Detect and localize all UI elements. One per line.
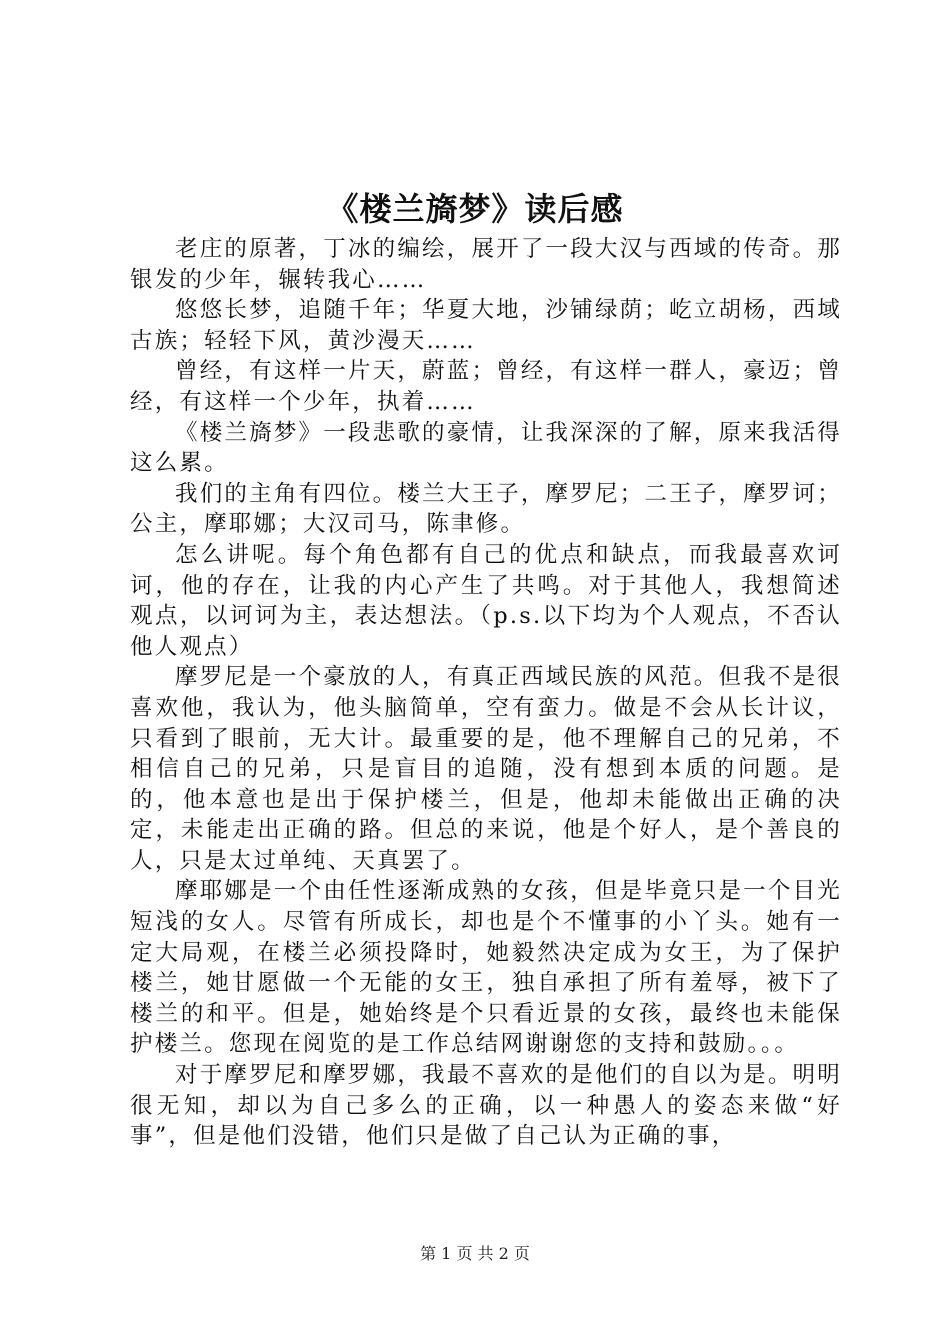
paragraph: 《楼兰旖梦》一段悲歌的豪情，让我深深的了解，原来我活得这么累。 [130,419,842,477]
document-title: 《楼兰旖梦》读后感 [326,190,624,228]
paragraph: 对于摩罗尼和摩罗娜，我最不喜欢的是他们的自以为是。明明很无知，却以为自己多么的正确，以一种愚人的姿态来做“好事”，但是他们没错，他们只是做了自己认为正确的事， [130,1062,842,1150]
paragraph: 怎么讲呢。每个角色都有自己的优点和缺点，而我最喜欢诃诃，他的存在，让我的内心产生了共鸣。对于其他人，我想简述观点，以诃诃为主，表达想法。（p.s.以下均为个人观点，不否认他人观点） [130,541,842,660]
paragraph: 曾经，有这样一片天，蔚蓝；曾经，有这样一群人，豪迈；曾经，有这样一个少年，执着…… [130,358,842,415]
paragraph: 老庄的原著，丁冰的编绘，展开了一段大汉与西域的传奇。那银发的少年，辗转我心…… [130,236,842,293]
paragraph: 摩耶娜是一个由任性逐渐成熟的女孩，但是毕竟只是一个目光短浅的女人。尽管有所成长，却也是个不懂事的小丫头。她有一定大局观，在楼兰必须投降时，她毅然决定成为女王，为了保护楼兰，她甘愿做一个无能的女王，独自承担了所有羞辱，被下了楼兰的和平。但是，她始终是个只看近景的女孩，最终也未能保护楼兰。您现在阅览的是工作总结网谢谢您的支持和鼓励。。。 [130,878,842,1058]
document-body [130,234,842,1152]
paragraph: 悠悠长梦，追随千年；华夏大地，沙铺绿荫；屹立胡杨，西域古族；轻轻下风，黄沙漫天…… [130,297,842,354]
paragraph: 我们的主角有四位。楼兰大王子，摩罗尼；二王子，摩罗诃；公主，摩耶娜；大汉司马，陈聿修。 [130,480,842,538]
paragraph: 摩罗尼是一个豪放的人，有真正西域民族的风范。但我不是很喜欢他，我认为，他头脑简单，空有蛮力。做是不会从长计议，只看到了眼前，无大计。最重要的是，他不理解自己的兄弟，不相信自己的兄弟，只是盲目的追随，没有想到本质的问题。是的，他本意也是出于保护楼兰，但是，他却未能做出正确的决定，未能走出正确的路。但总的来说，他是个好人，是个善良的人，只是太过单纯、天真罢了。 [130,664,842,874]
page-footer: 第 1 页 共 2 页 [420,1244,530,1263]
